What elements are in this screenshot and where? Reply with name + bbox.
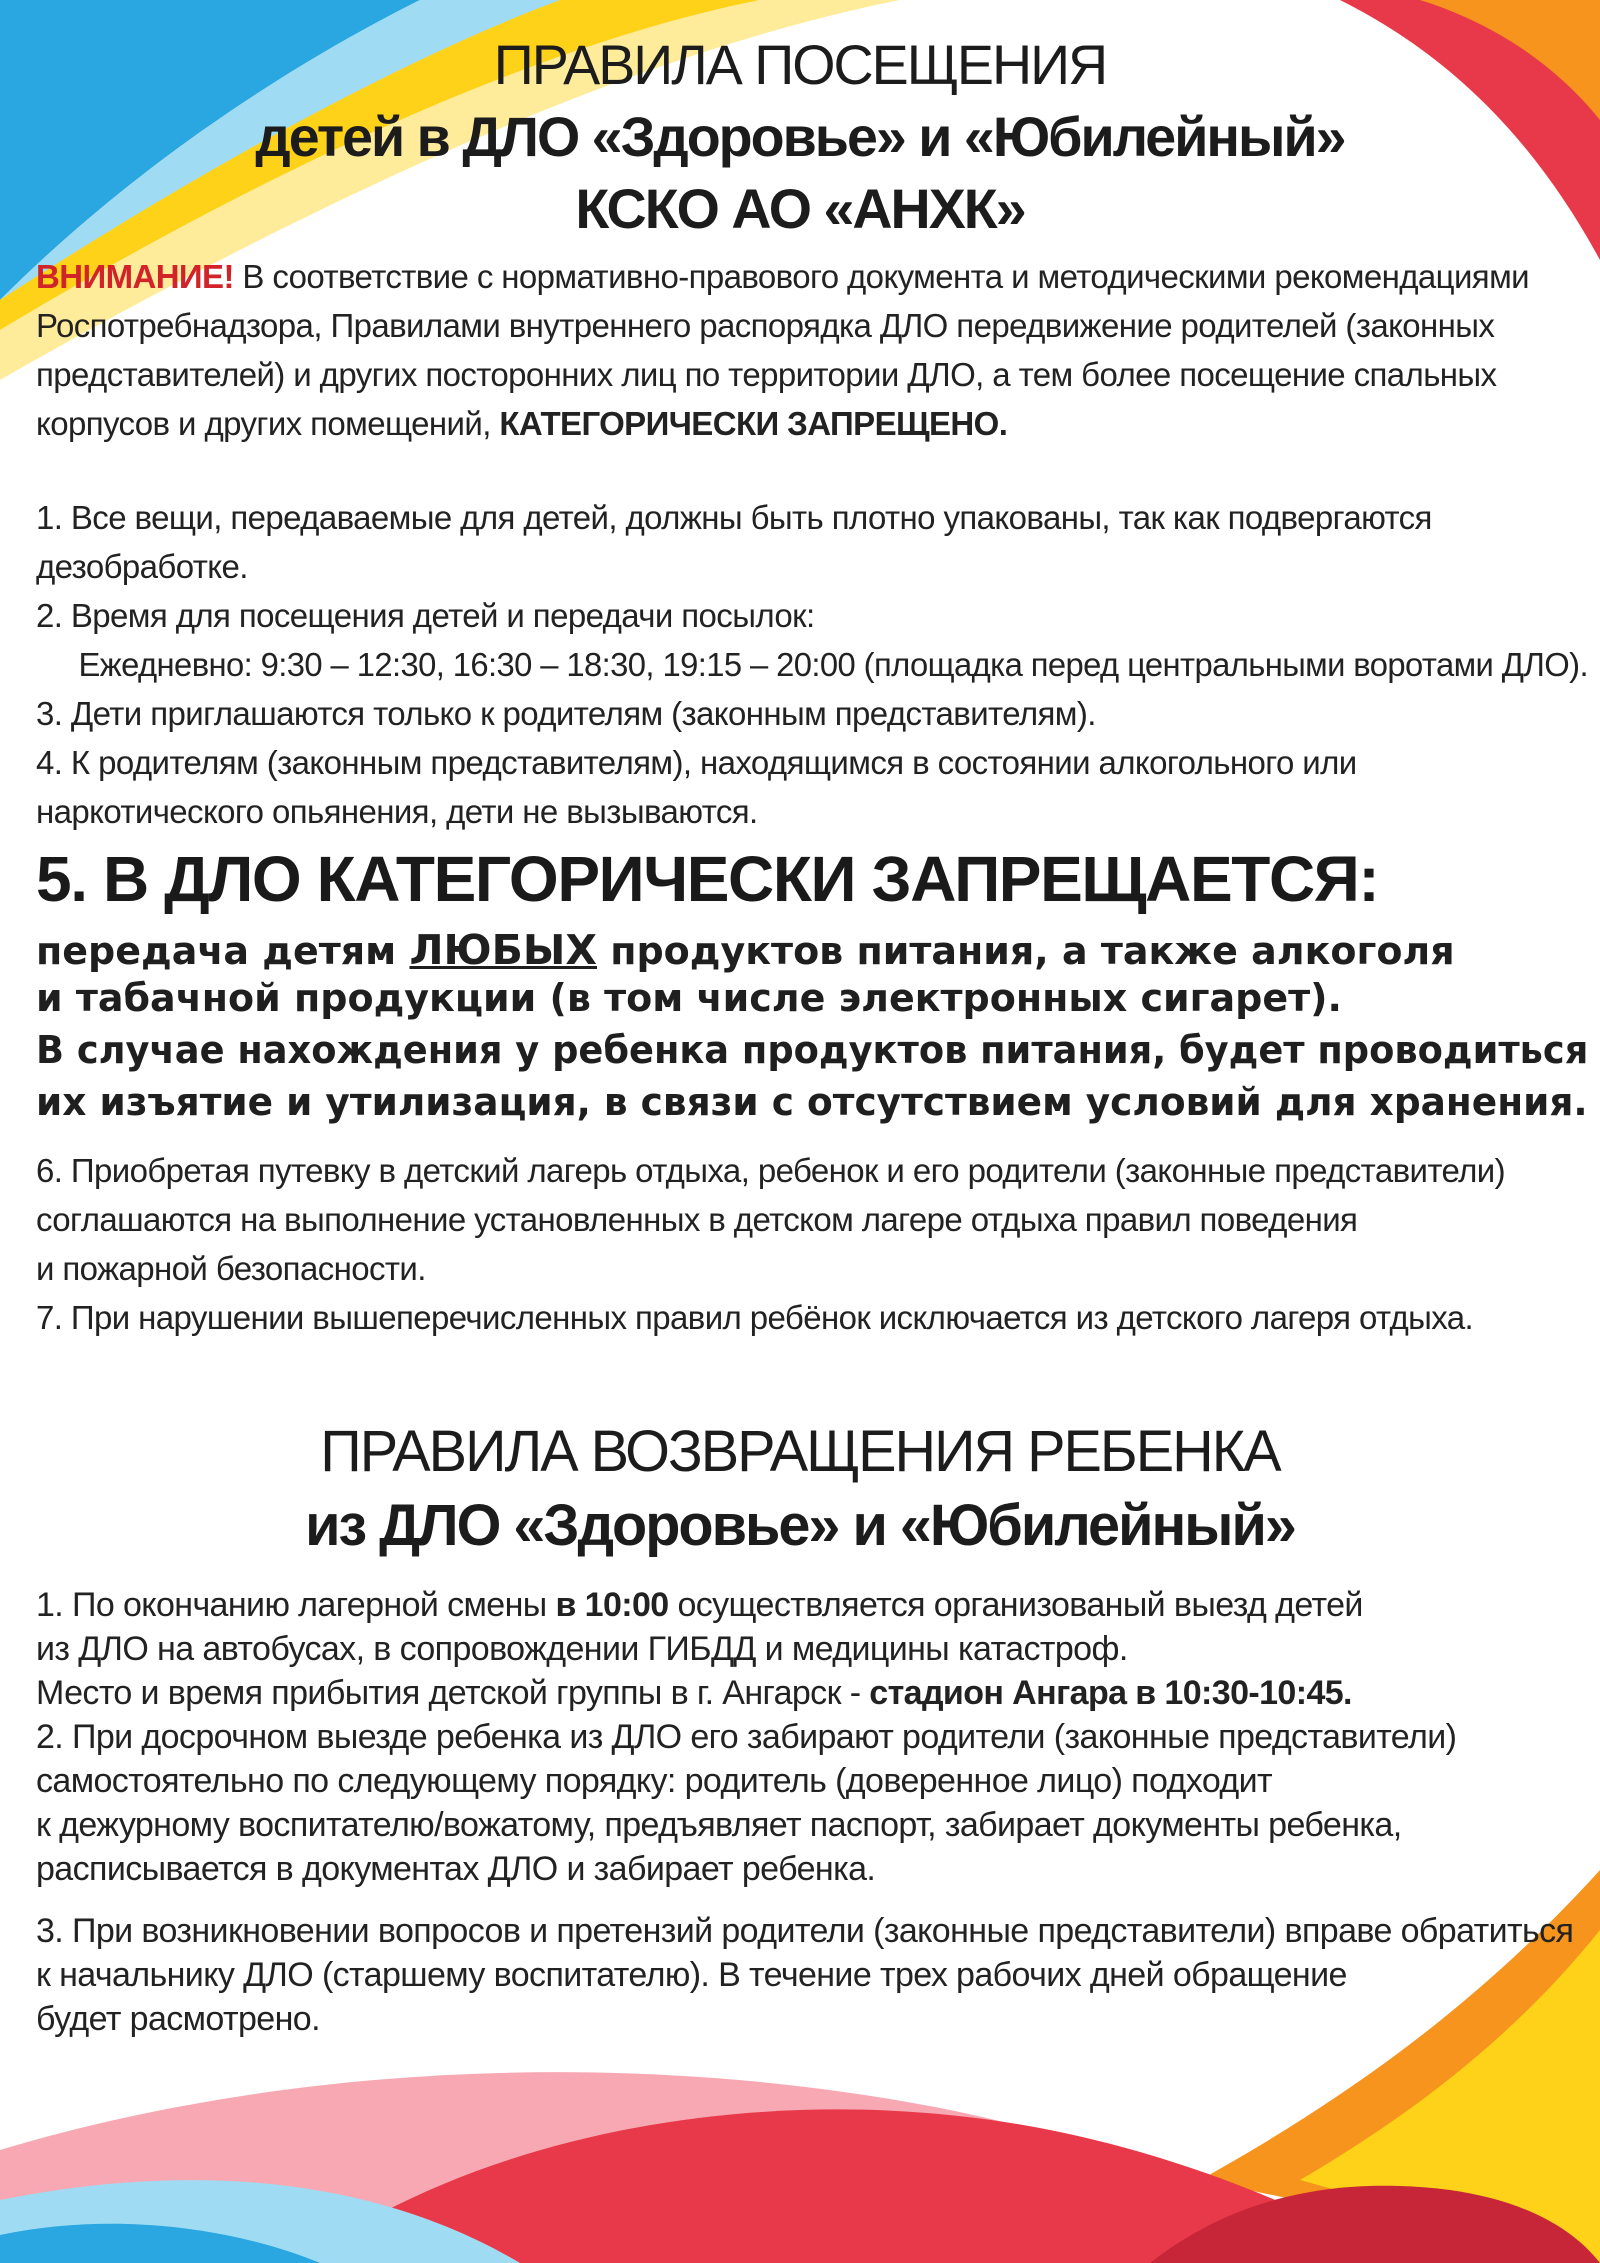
return-rule-2-line-4: расписывается в документах ДЛО и забирает ребенка.	[36, 1850, 876, 1888]
rule-5-heading: 5. В ДЛО КАТЕГОРИЧЕСКИ ЗАПРЕЩАЕТСЯ:	[36, 843, 1379, 915]
return-rule-1-line-1	[36, 1586, 1363, 1625]
notice-line-2: Роспотребнадзора, Правилами внутреннего распорядка ДЛО передвижение родителей (законных	[36, 307, 1495, 344]
notice-line-4-text: корпусов и других помещений,	[36, 405, 500, 442]
notice-line-1	[36, 258, 1529, 296]
rule-3: 3. Дети приглашаются только к родителям (законным представителям).	[36, 695, 1096, 732]
rule-2-schedule: Ежедневно: 9:30 – 12:30, 16:30 – 18:30, 19:15 – 20:00 (площадка перед центральными воротами ДЛО).	[36, 646, 1588, 683]
notice-line-3: представителей) и других посторонних лиц по территории ДЛО, а тем более посещение спальных	[36, 356, 1497, 393]
rule-5-any-emphasis: ЛЮБЫХ	[409, 926, 597, 974]
return-rule-3-line-3: будет расмотрено.	[36, 2000, 320, 2038]
rule-2-line-1: 2. Время для посещения детей и передачи посылок:	[36, 597, 815, 634]
return-rule-1-line-3	[36, 1674, 1352, 1713]
return-rule-3-line-1: 3. При возникновении вопросов и претензий родители (законные представители) вправе обратиться	[36, 1912, 1574, 1950]
return-title-line-1: ПРАВИЛА ВОЗВРАЩЕНИЯ РЕБЕНКА	[320, 1419, 1280, 1484]
return-title-line-2: из ДЛО «Здоровье» и «Юбилейный»	[305, 1493, 1295, 1558]
notice-line-4	[36, 405, 1007, 443]
rule-4-line-1: 4. К родителям (законным представителям), находящимся в состоянии алкогольного или	[36, 744, 1357, 781]
rule-5-line-3: В случае нахождения у ребенка продуктов питания, будет проводиться	[36, 1028, 1589, 1072]
rule-6-line-2: соглашаются на выполнение установленных в детском лагере отдыха правил поведения	[36, 1201, 1358, 1238]
rule-7: 7. При нарушении вышеперечисленных правил ребёнок исключается из детского лагеря отдыха.	[36, 1299, 1474, 1336]
return-rule-2-line-2: самостоятельно по следующему порядку: родитель (доверенное лицо) подходит	[36, 1762, 1272, 1800]
rule-5-line-4: их изъятие и утилизация, в связи с отсутствием условий для хранения.	[36, 1080, 1588, 1124]
title-line-1: ПРАВИЛА ПОСЕЩЕНИЯ	[493, 33, 1107, 96]
rule-5-line-2: и табачной продукции (в том числе электронных сигарет).	[36, 976, 1342, 1020]
return-time: в 10:00	[555, 1586, 669, 1624]
return-rule-2-line-3: к дежурному воспитателю/вожатому, предъявляет паспорт, забирает документы ребенка,	[36, 1806, 1402, 1844]
rule-4-line-2: наркотического опьянения, дети не вызываются.	[36, 793, 758, 830]
rule-6-line-1: 6. Приобретая путевку в детский лагерь отдыха, ребенок и его родители (законные представители)	[36, 1152, 1506, 1189]
title-line-3: КСКО АО «АНХК»	[575, 177, 1025, 240]
rule-5-line-1	[36, 926, 1455, 974]
return-rule-1-line-2: из ДЛО на автобусах, в сопровождении ГИБДД и медицины катастроф.	[36, 1630, 1128, 1668]
return-rule-1-line-1-start: 1. По окончанию лагерной смены	[36, 1586, 556, 1624]
return-rule-3-line-2: к начальнику ДЛО (старшему воспитателю). В течение трех рабочих дней обращение	[36, 1956, 1347, 1994]
title-line-2: детей в ДЛО «Здоровье» и «Юбилейный»	[255, 105, 1345, 168]
rule-1-line-2: дезобработке.	[36, 548, 248, 585]
return-rule-1-line-3-start: Место и время прибытия детской группы в г. Ангарск -	[36, 1674, 870, 1712]
rule-1-line-1: 1. Все вещи, передаваемые для детей, должны быть плотно упакованы, так как подвергаются	[36, 499, 1432, 536]
return-rule-2-line-1: 2. При досрочном выезде ребенка из ДЛО его забирают родители (законные представители)	[36, 1718, 1457, 1756]
rule-6-line-3: и пожарной безопасности.	[36, 1250, 426, 1287]
notice-line-1-text: В соответствие с нормативно-правового документа и методическими рекомендациями	[233, 258, 1529, 295]
rule-5-line-1-end: продуктов питания, а также алкоголя	[597, 929, 1455, 973]
attention-label: ВНИМАНИЕ!	[36, 258, 234, 295]
notice-prohibited: КАТЕГОРИЧЕСКИ ЗАПРЕЩЕНО.	[499, 405, 1008, 442]
return-rule-1-line-1-end: осуществляется организованый выезд детей	[668, 1586, 1363, 1624]
arrival-place-time: стадион Ангара в 10:30-10:45.	[869, 1674, 1352, 1712]
rule-5-line-1-start: передача детям	[36, 929, 410, 973]
